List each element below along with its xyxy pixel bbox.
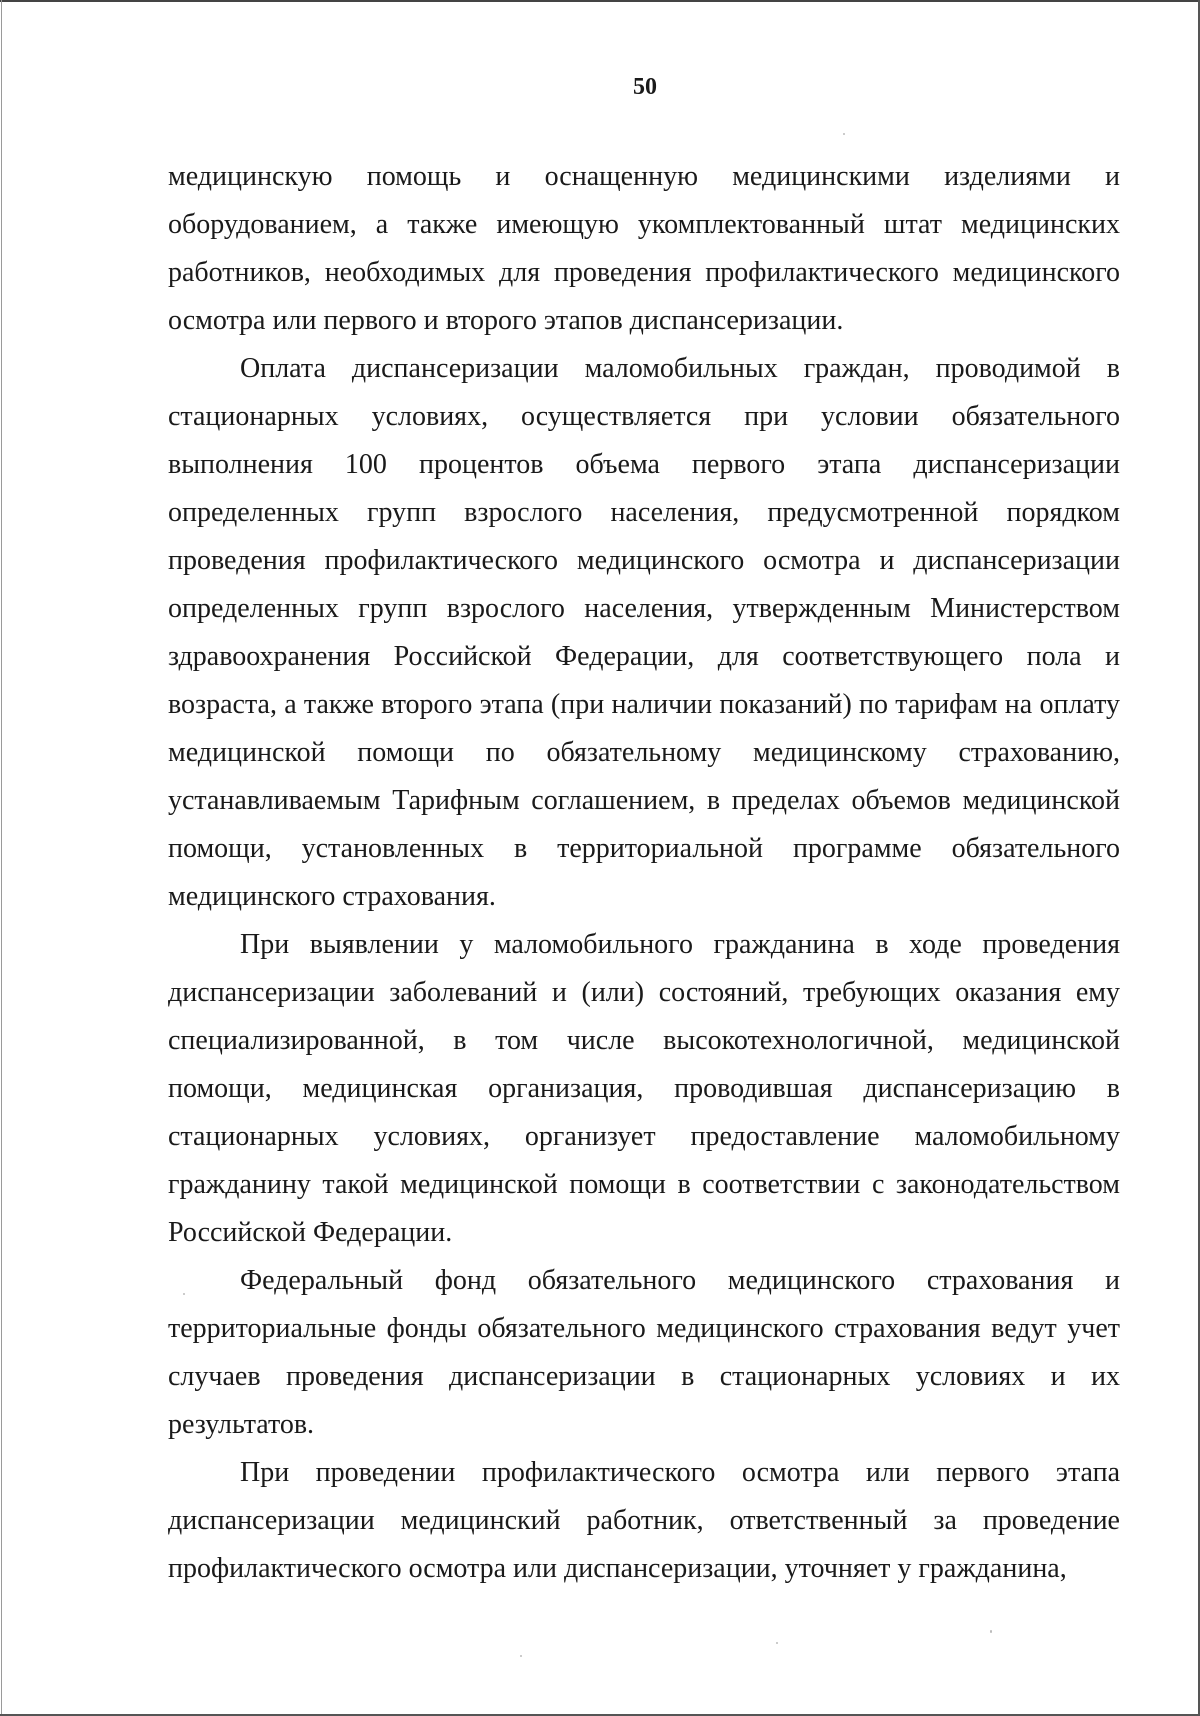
document-body (168, 153, 1120, 1593)
scan-border-left (1, 0, 2, 1716)
scan-speck (520, 1655, 522, 1657)
scan-speck (990, 1630, 992, 1633)
paragraph-fund-accounting: Федеральный фонд обязательного медицинского страхования и территориальные фонды обязательного медицинского страхования ведут учет случаев проведения диспансеризации в стационарных условиях и их результатов. (168, 1265, 1120, 1440)
paragraph-continuation: медицинскую помощь и оснащенную медицинскими изделиями и оборудованием, а также имеющую укомплектованный штат медицинских работников, необходимых для проведения профилактического медицинского осмотра или первого и второго этапов диспансеризации. (168, 161, 1120, 336)
scan-speck (843, 133, 845, 135)
paragraph-examination: При проведении профилактического осмотра или первого этапа диспансеризации медицинский работник, ответственный за проведение профилактического осмотра или диспансеризации, уточняет у гражданина, (168, 1457, 1120, 1584)
scan-speck (776, 1642, 778, 1644)
paragraph-detection: При выявлении у маломобильного гражданина в ходе проведения диспансеризации заболеваний и (или) состояний, требующих оказания ему специализированной, в том числе высокотехнологичной, медицинской помощи, медицинская организация, проводившая диспансеризацию в стационарных условиях, организует предоставление маломобильному гражданину такой медицинской помощи в соответствии с законодательством Российской Федерации. (168, 929, 1120, 1248)
scan-border-top (0, 0, 1200, 2)
page-number: 50 (633, 74, 657, 100)
paragraph-payment: Оплата диспансеризации маломобильных граждан, проводимой в стационарных условиях, осуществляется при условии обязательного выполнения 100 процентов объема первого этапа диспансеризации определенных групп взрослого населения, предусмотренной порядком проведения профилактического медицинского осмотра и диспансеризации определенных групп взрослого населения, утвержденным Министерством здравоохранения Российской Федерации, для соответствующего пола и возраста, а также второго этапа (при наличии показаний) по тарифам на оплату медицинской помощи по обязательному медицинскому страхованию, устанавливаемым Тарифным соглашением, в пределах объемов медицинской помощи, установленных в территориальной программе обязательного медицинского страхования. (168, 353, 1120, 912)
